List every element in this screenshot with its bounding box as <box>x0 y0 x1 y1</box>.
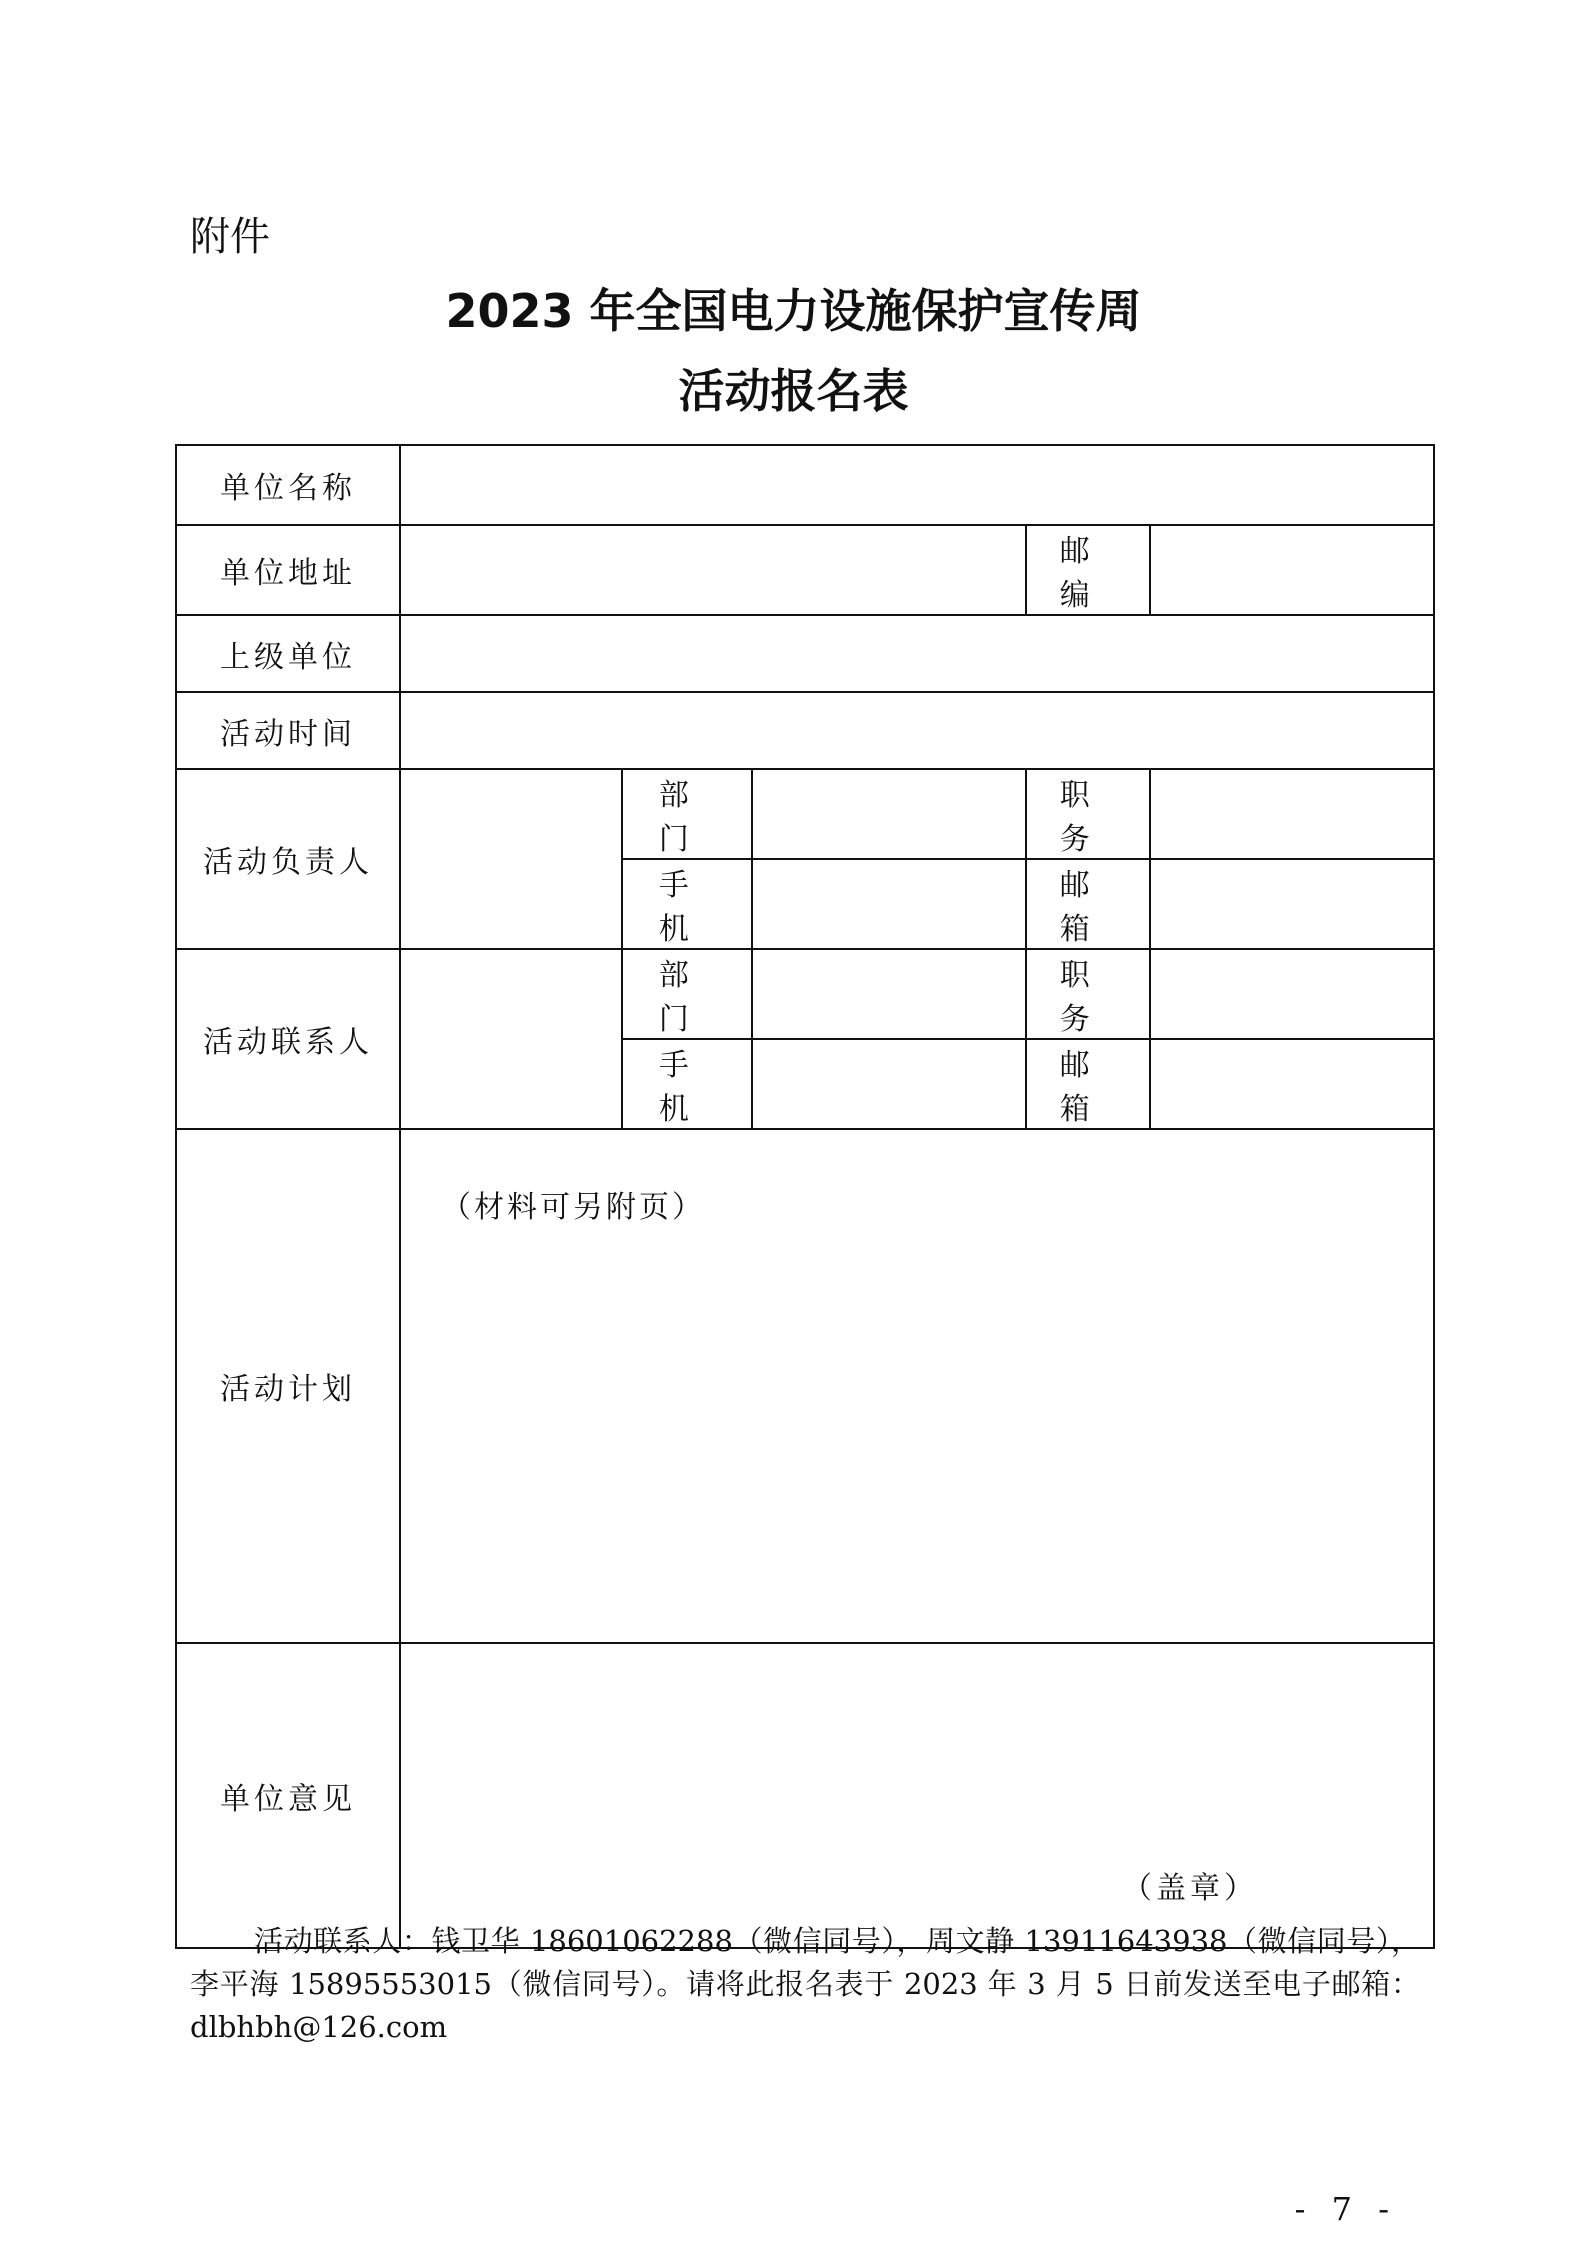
contact-email-field[interactable] <box>1150 1039 1434 1129</box>
contact-department-label: 部 门 <box>622 949 752 1039</box>
contact-position-label: 职 务 <box>1026 949 1150 1039</box>
activity-plan-label: 活动计划 <box>176 1129 400 1643</box>
person-in-charge-label: 活动负责人 <box>176 769 400 949</box>
postcode-label: 邮 编 <box>1026 525 1150 615</box>
attachment-label: 附件 <box>190 214 270 260</box>
charge-department-label: 部 门 <box>622 769 752 859</box>
contact-person-label: 活动联系人 <box>176 949 400 1129</box>
unit-address-label: 单位地址 <box>176 525 400 615</box>
unit-address-field[interactable] <box>400 525 1026 615</box>
activity-plan-field[interactable] <box>400 1129 1434 1643</box>
form-title-line1: 2023 年全国电力设施保护宣传周 <box>445 284 1142 338</box>
charge-email-field[interactable] <box>1150 859 1434 949</box>
plan-note: （材料可另附页） <box>441 1190 706 1225</box>
contact-mobile-field[interactable] <box>752 1039 1026 1129</box>
charge-position-field[interactable] <box>1150 769 1434 859</box>
superior-unit-field[interactable] <box>400 615 1434 692</box>
charge-mobile-field[interactable] <box>752 859 1026 949</box>
contact-email-label: 邮 箱 <box>1026 1039 1150 1129</box>
form-title-line2: 活动报名表 <box>678 364 909 418</box>
unit-opinion-label: 单位意见 <box>176 1643 400 1948</box>
charge-email-label: 邮 箱 <box>1026 859 1150 949</box>
charge-mobile-label: 手 机 <box>622 859 752 949</box>
registration-form-table <box>175 444 1435 1949</box>
charge-department-field[interactable] <box>752 769 1026 859</box>
unit-name-field[interactable] <box>400 445 1434 525</box>
contact-position-field[interactable] <box>1150 949 1434 1039</box>
unit-name-label: 单位名称 <box>176 445 400 525</box>
contact-department-field[interactable] <box>752 949 1026 1039</box>
unit-opinion-field[interactable] <box>400 1643 1434 1948</box>
contact-person-name-field[interactable] <box>400 949 622 1129</box>
page-number: - 7 - <box>1294 2190 1397 2228</box>
superior-unit-label: 上级单位 <box>176 615 400 692</box>
seal-note: （盖章） <box>1122 1871 1258 1906</box>
contact-note: 活动联系人：钱卫华 18601062288（微信同号），周文静 13911643938（微信同号），李平海 15895553015（微信同号）。请将此报名表于 2023 年 3 月 5 日前发送至电子邮箱：dlbhbh@126.com <box>190 1924 1420 2044</box>
person-in-charge-name-field[interactable] <box>400 769 622 949</box>
postcode-field[interactable] <box>1150 525 1434 615</box>
activity-time-label: 活动时间 <box>176 692 400 769</box>
activity-time-field[interactable] <box>400 692 1434 769</box>
contact-mobile-label: 手 机 <box>622 1039 752 1129</box>
charge-position-label: 职 务 <box>1026 769 1150 859</box>
